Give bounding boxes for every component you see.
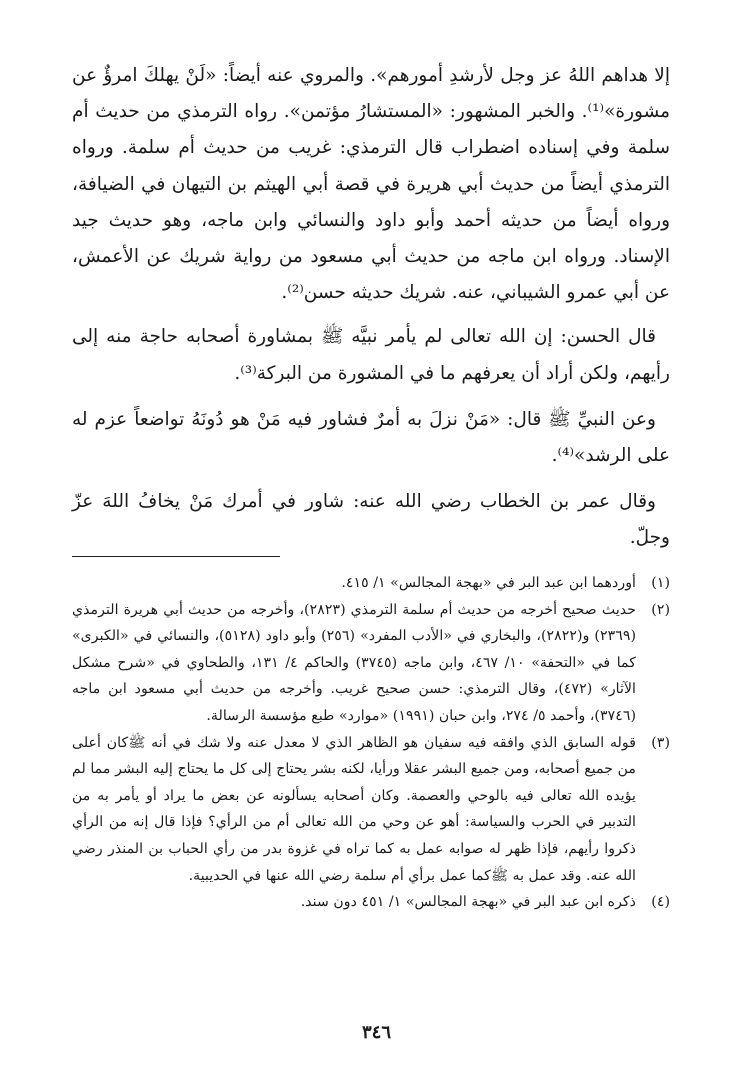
footnote-2 xyxy=(72,597,670,730)
paragraph-hadith-consultation: إلا هداهم اللهُ عز وجل لأرشدِ أمورهم». والمروي عنه أيضاً: «لَنْ يهلكَ امرؤٌ عن مشورة»⁽¹⁾. والخبر المشهور: «المستشارُ مؤتمن». رواه الترمذي من حديث أم سلمة وفي إسناده اضطراب قال الترمذي: غريب من حديث أم سلمة. ورواه الترمذي أيضاً من حديث أبي هريرة في قصة أبي الهيثم بن التيهان في الضيافة، ورواه أيضاً من حديثه أحمد وأبو داود والنسائي وابن ماجه، وهو حديث جيد الإسناد. ورواه ابن ماجه من حديث أبي مسعود من رواية شريك عن الأعمش، عن أبي عمرو الشيباني، عنه. شريك حديثه حسن⁽²⁾. xyxy=(72,65,670,304)
footnote-text: قوله السابق الذي وافقه فيه سفيان هو الظاهر الذي لا معدل عنه ولا شك في أنه ﷺكان أعلى من جميع أصحابه، ومن جميع البشر عقلا ورأيا، لكنه بشر يحتاج إلى كل ما يحتاج إليه البشر مما لم يؤيده الله تعالى فيه بالوحي والعصمة. وكان أصحابه يسألونه عن بعض ما يراد أو يأمر به من التدبير في الحرب والسياسة: أهو عن وحي من الله تعالى أم من الرأي؟ فإذا قال إنه من الرأي ذكروا رأيهم، فإذا ظهر له صوابه عمل به كما تراه في غزوة بدر من رأي الحباب بن المنذر رضي الله عنه. وقد عمل به ﷺكما عمل برأي أم سلمة رضي الله عنها في الحديبية. xyxy=(72,734,636,884)
footnote-number: (٤) xyxy=(651,894,670,911)
paragraph-umar-saying: وقال عمر بن الخطاب رضي الله عنه: شاور في أمرك مَنْ يخافُ اللهَ عزّ وجلّ. xyxy=(72,491,670,549)
main-text xyxy=(72,58,670,567)
footnote-4 xyxy=(72,889,670,916)
footnote-number: (١) xyxy=(651,575,670,591)
footnote-text: أوردهما ابن عبد البر في «بهجة المجالس» ١/ ٤١٥. xyxy=(341,575,636,591)
footnote-3 xyxy=(72,730,670,890)
paragraph-al-hasan: قال الحسن: إن الله تعالى لم يأمر نبيَّه ﷺ بمشاورة أصحابه حاجة منه إلى رأيهم، ولكن أراد أن يعرفهم ما في المشورة من البركة⁽³⁾. xyxy=(72,326,670,384)
page-number: ٣٤٦ xyxy=(361,1022,391,1043)
footnote-number: (٢) xyxy=(651,601,670,618)
footnote-text: حديث صحيح أخرجه من حديث أم سلمة الترمذي (٢٨٢٣)، وأخرجه من حديث أبي هريرة الترمذي (٢٣٦٩) و(٢٨٢٢)، والبخاري في «الأدب المفرد» (٢٥٦) وأبو داود (٥١٢٨)، والنسائي في «الكبرى» كما في «التحفة» ١٠/ ٤٦٧، وابن ماجه (٣٧٤٥) والحاكم ٤/ ١٣١، والطحاوي في «شرح مشكل الآثار» (٤٧٢)، وقال الترمذي: حسن صحيح غريب. وأخرجه من حديث أبي مسعود ابن ماجه (٣٧٤٦)، وأحمد ٥/ ٢٧٤، وابن حبان (١٩٩١) «موارد» طبع مؤسسة الرسالة. xyxy=(72,601,637,724)
footnote-number: (٣) xyxy=(651,734,670,751)
paragraph-prophet-saying: وعن النبيِّ ﷺ قال: «مَنْ نزلَ به أمرٌ فشاور فيه مَنْ هو دُونَهُ تواضعاً عزم له على الرشد»⁽⁴⁾. xyxy=(72,408,670,467)
footnote-1 xyxy=(72,570,670,597)
footnote-separator xyxy=(72,556,280,557)
footnote-text: ذكره ابن عبد البر في «بهجة المجالس» ١/ ٤٥١ دون سند. xyxy=(300,894,636,911)
footnotes xyxy=(72,570,670,916)
